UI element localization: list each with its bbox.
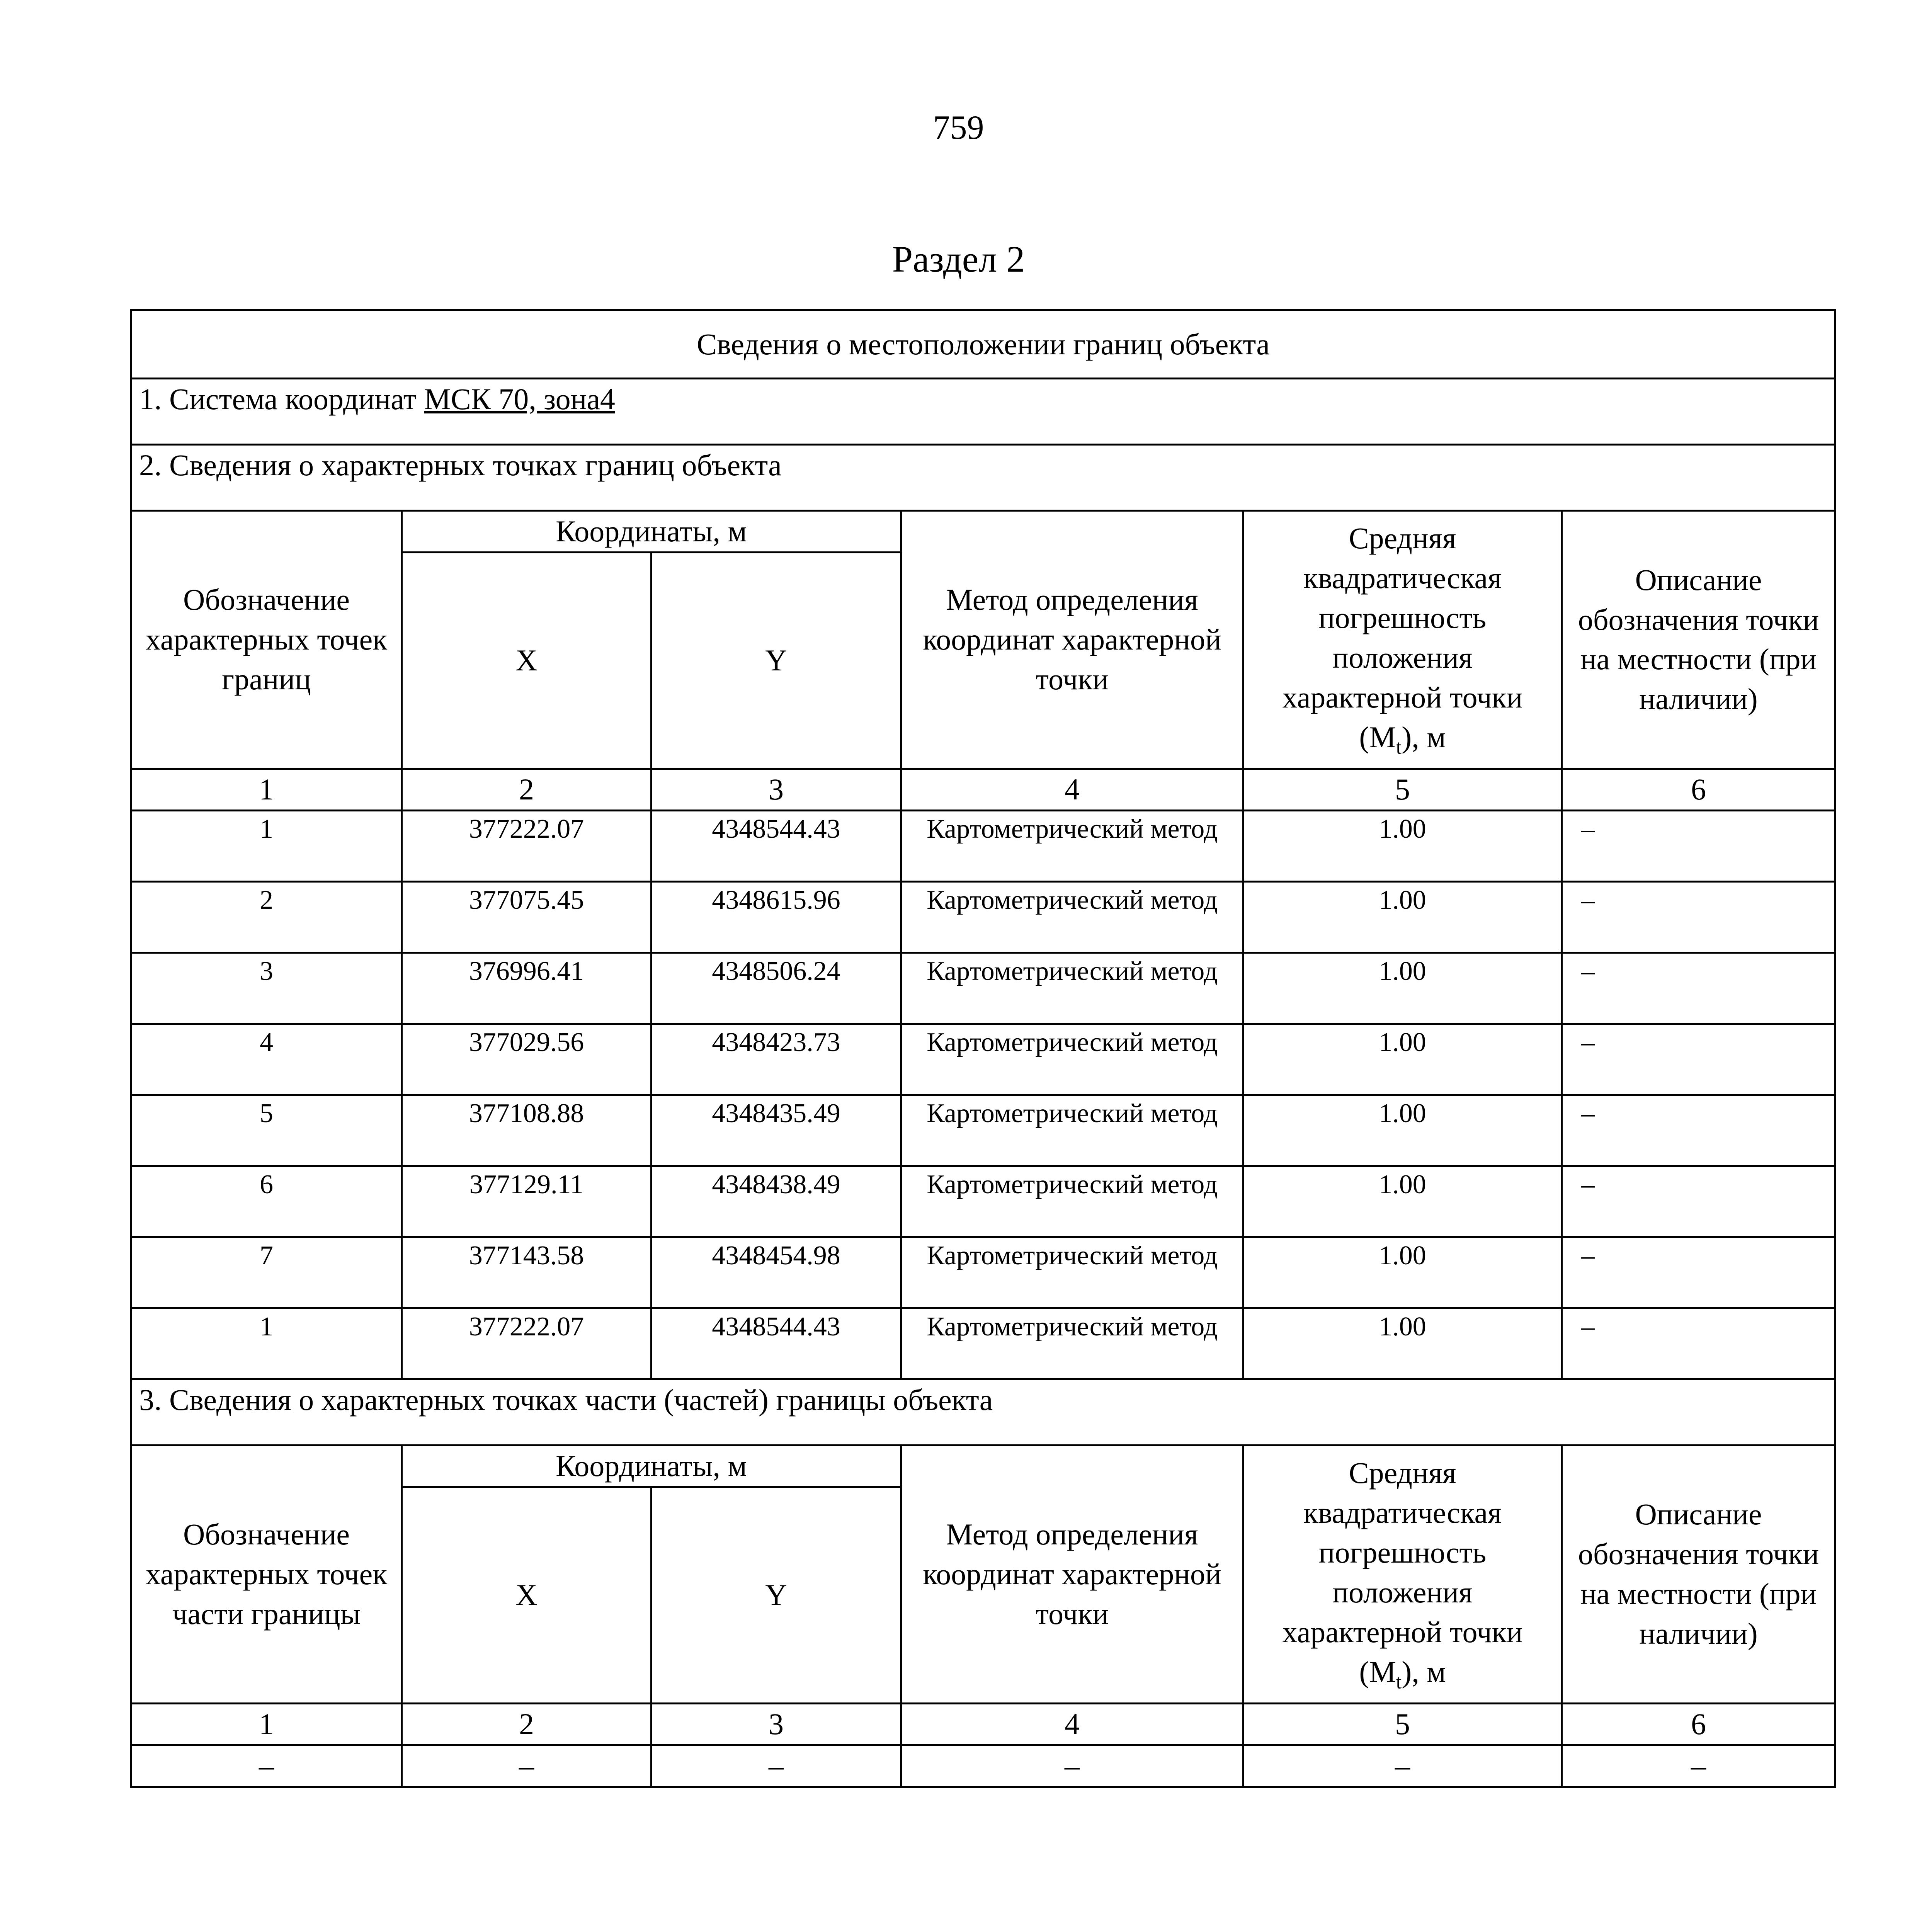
parts-empty-cell: – [651,1745,901,1787]
table-row [131,1166,1835,1237]
point-description: – [1562,1166,1835,1237]
point-number: 7 [131,1237,402,1308]
parts-empty-cell: – [1243,1745,1562,1787]
point-y: 4348454.98 [651,1237,901,1308]
table-row [131,952,1835,1024]
point-method: Картометрический метод [901,1095,1243,1166]
parts-empty-cell: – [901,1745,1243,1787]
parts-empty-cell: – [131,1745,402,1787]
header-error-suffix: ), м [1402,720,1446,754]
point-y: 4348506.24 [651,952,901,1024]
point-description: – [1562,810,1835,881]
coordinate-system-value: МСК 70, зона4 [424,382,615,416]
col-number-3: 3 [651,769,901,810]
parts-col-number-5: 5 [1243,1703,1562,1745]
point-number: 1 [131,1308,402,1379]
parts-empty-row [131,1745,1835,1787]
point-method: Картометрический метод [901,1237,1243,1308]
point-error: 1.00 [1243,1024,1562,1095]
header-description: Описание обозначения точки на местности (при наличии) [1562,511,1835,769]
header-coords: Координаты, м [402,511,901,553]
point-description: – [1562,1024,1835,1095]
page-number: 759 [933,109,984,146]
table-row [131,1095,1835,1166]
parts-header-x: X [402,1487,651,1703]
point-error: 1.00 [1243,1166,1562,1237]
header-error [1243,511,1562,769]
coordinate-system-row [131,379,1835,445]
parts-header-coords: Координаты, м [402,1445,901,1487]
point-y: 4348544.43 [651,810,901,881]
point-error: 1.00 [1243,810,1562,881]
parts-col-number-1: 1 [131,1703,402,1745]
point-method: Картометрический метод [901,1308,1243,1379]
parts-empty-cell: – [1562,1745,1835,1787]
parts-header-designation: Обозначение характерных точек части границы [131,1445,402,1703]
col-number-6: 6 [1562,769,1835,810]
point-description: – [1562,1308,1835,1379]
parts-col-number-3: 3 [651,1703,901,1745]
point-description: – [1562,1237,1835,1308]
parts-header-error-sub: t [1396,1671,1402,1693]
parts-empty-cell: – [402,1745,651,1787]
header-error-text: Средняя квадратическая погрешность положения характерной точки (M [1282,521,1523,754]
point-method: Картометрический метод [901,881,1243,952]
point-number: 3 [131,952,402,1024]
table-title: Сведения о местоположении границ объекта [131,310,1835,379]
point-y: 4348438.49 [651,1166,901,1237]
point-y: 4348544.43 [651,1308,901,1379]
point-y: 4348435.49 [651,1095,901,1166]
parts-header-error-suffix: ), м [1402,1655,1446,1689]
point-method: Картометрический метод [901,810,1243,881]
point-error: 1.00 [1243,1237,1562,1308]
parts-header-description: Описание обозначения точки на местности (при наличии) [1562,1445,1835,1703]
point-method: Картометрический метод [901,1166,1243,1237]
boundaries-table [130,309,1836,1788]
point-x: 376996.41 [402,952,651,1024]
point-error: 1.00 [1243,881,1562,952]
point-x: 377129.11 [402,1166,651,1237]
col-number-1: 1 [131,769,402,810]
points-section-title: 2. Сведения о характерных точках границ объекта [131,445,1835,511]
parts-section-title: 3. Сведения о характерных точках части (частей) границы объекта [131,1379,1835,1445]
point-y: 4348615.96 [651,881,901,952]
point-description: – [1562,1095,1835,1166]
header-designation: Обозначение характерных точек границ [131,511,402,769]
point-method: Картометрический метод [901,1024,1243,1095]
point-number: 2 [131,881,402,952]
table-row [131,1308,1835,1379]
parts-header-method: Метод определения координат характерной точки [901,1445,1243,1703]
header-x: X [402,552,651,769]
col-number-5: 5 [1243,769,1562,810]
point-number: 5 [131,1095,402,1166]
point-x: 377143.58 [402,1237,651,1308]
col-number-2: 2 [402,769,651,810]
col-number-4: 4 [901,769,1243,810]
point-number: 6 [131,1166,402,1237]
table-row [131,1237,1835,1308]
point-x: 377222.07 [402,1308,651,1379]
parts-col-number-6: 6 [1562,1703,1835,1745]
parts-header-error [1243,1445,1562,1703]
point-method: Картометрический метод [901,952,1243,1024]
point-x: 377222.07 [402,810,651,881]
header-method: Метод определения координат характерной точки [901,511,1243,769]
section-title: Раздел 2 [892,238,1025,280]
parts-header-error-text: Средняя квадратическая погрешность положения характерной точки (M [1282,1456,1523,1689]
table-row [131,881,1835,952]
coordinate-system-label: 1. Система координат [139,382,424,416]
point-error: 1.00 [1243,1095,1562,1166]
point-error: 1.00 [1243,952,1562,1024]
parts-col-number-4: 4 [901,1703,1243,1745]
header-y: Y [651,552,901,769]
point-x: 377075.45 [402,881,651,952]
table-row [131,1024,1835,1095]
point-x: 377029.56 [402,1024,651,1095]
header-error-sub: t [1396,736,1402,759]
point-x: 377108.88 [402,1095,651,1166]
point-y: 4348423.73 [651,1024,901,1095]
parts-header-y: Y [651,1487,901,1703]
table-row [131,810,1835,881]
point-error: 1.00 [1243,1308,1562,1379]
point-description: – [1562,952,1835,1024]
point-number: 4 [131,1024,402,1095]
parts-col-number-2: 2 [402,1703,651,1745]
point-description: – [1562,881,1835,952]
point-number: 1 [131,810,402,881]
